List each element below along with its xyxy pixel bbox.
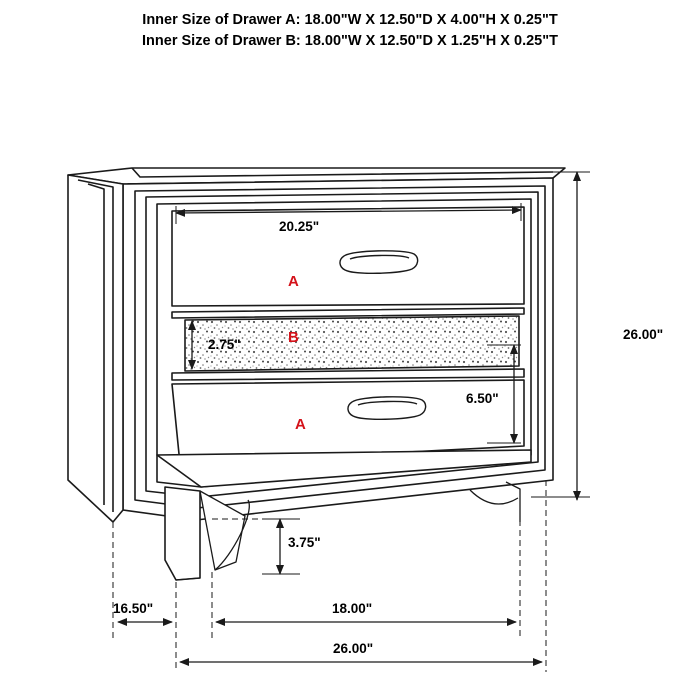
dim-total-width: 26.00" — [333, 641, 374, 656]
label-drawer-b: B — [288, 329, 299, 346]
dim-middle-drawer-height: 2.75" — [208, 337, 241, 352]
header-line-drawer-a: Inner Size of Drawer A: 18.00"W X 12.50"D X 4.00"H X 0.25"T — [142, 12, 558, 28]
drawer-pull-top[interactable] — [340, 251, 418, 273]
dim-top-drawer-width: 20.25" — [279, 219, 320, 234]
drawer-pull-bottom[interactable] — [348, 397, 426, 419]
dim-total-height: 26.00" — [623, 327, 664, 342]
label-drawer-a-top: A — [288, 273, 299, 290]
dim-side-depth: 16.50" — [113, 601, 154, 616]
label-drawer-a-bottom: A — [295, 416, 306, 433]
header-line-drawer-b: Inner Size of Drawer B: 18.00"W X 12.50"D X 1.25"H X 0.25"T — [142, 33, 558, 49]
dim-leg-clearance: 3.75" — [288, 535, 321, 550]
dim-inner-width: 18.00" — [332, 601, 373, 616]
dim-bottom-drawer-height: 6.50" — [466, 391, 499, 406]
